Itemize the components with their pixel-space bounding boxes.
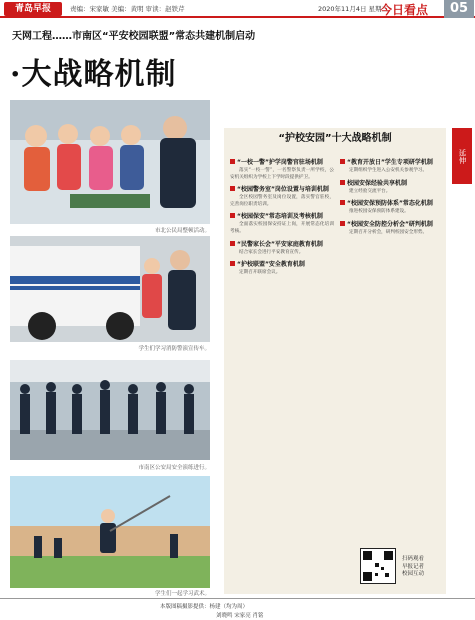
- subhead: “护校联盟”安全教育机制: [230, 259, 334, 268]
- bullet-square-icon: [230, 213, 235, 218]
- paragraph: 定期召开分析会，研判校园安全形势。: [349, 229, 428, 235]
- extension-tag: 延伸: [452, 128, 472, 184]
- text-column-right: [340, 154, 444, 236]
- subhead: “民警家长会”平安家庭教育机制: [230, 239, 334, 248]
- bullet-square-icon: [230, 241, 235, 246]
- subhead: “校园保安”常态培训及考核机制: [230, 211, 334, 220]
- qr-caption: 扫码观看 早报记者 校园互动: [402, 556, 425, 577]
- masthead-strip: [0, 0, 475, 18]
- textbox-title: “护校安园”十大战略机制: [278, 133, 392, 144]
- bullet-square-icon: [340, 180, 345, 185]
- caption-4: 学生们一起学习武术。: [154, 591, 210, 597]
- bullet-square-icon: [230, 159, 235, 164]
- bullet-square-icon: [230, 261, 235, 266]
- photo-drill: [10, 360, 210, 460]
- photo-police-car: [10, 236, 210, 342]
- editors-credit: 责编：宋家敏 美编：黄明 审读：赵铁芹: [70, 5, 185, 13]
- feature-textbox: [224, 128, 446, 594]
- bullet-square-icon: [340, 159, 345, 164]
- footer-line-2: 刘晓鸣 宋家亮 肖铭: [216, 613, 264, 619]
- paragraph: 定期组织学生进入公安机关参观学习。: [349, 168, 428, 173]
- page-headline: ·大战略机制: [10, 57, 177, 92]
- issue-date: 2020年11月4日 星期三: [318, 5, 389, 13]
- paper-logo: 青岛早报: [4, 2, 62, 16]
- paragraph: 落实“一校一警”，一名警察负责一所学校，公安机关组织为学校上下学时段提供护卫。: [230, 168, 334, 180]
- bullet-square-icon: [340, 200, 345, 205]
- bullet-square-icon: [340, 221, 345, 226]
- paragraph: 定期召开联席会议。: [239, 270, 281, 276]
- photo-martial-arts: [10, 476, 210, 588]
- subhead: “校园安保预防体系”常态化机制: [340, 198, 444, 207]
- qr-code-icon[interactable]: [360, 548, 396, 584]
- paragraph: 全面落实校园保安持证上岗，开展常态化培训考核。: [230, 222, 334, 234]
- text-column-left: [230, 154, 334, 277]
- paragraph: 结合家长会进行平安教育宣传。: [239, 249, 304, 255]
- paragraph: 建立经验交流平台。: [349, 188, 391, 194]
- bullet-square-icon: [230, 186, 235, 191]
- caption-2: 学生们学习消防警演宣传车。: [138, 346, 210, 352]
- section-title: 今日看点: [380, 3, 429, 17]
- subhead: “教育开放日”学生专项研学机制: [340, 157, 444, 166]
- footer-credits: [0, 598, 475, 620]
- subhead: “一校一警”护学岗警官驻场机制: [230, 157, 334, 166]
- subhead: 校园安保经验共享机制: [340, 178, 444, 187]
- paragraph: 推进校园安保预防体系建设。: [349, 209, 409, 215]
- subhead: “校园安全防控分析会”研判机制: [340, 219, 444, 228]
- footer-line-1: 本版图稿摄影提供：杨建（均为周）: [160, 604, 249, 610]
- page-number: 05: [444, 0, 474, 18]
- paragraph: 全区校园警务室及岗位设置，落实警官驻校，完善岗位职责培训。: [230, 195, 334, 207]
- headline-kicker: 天网工程……市南区“平安校园联盟”常态共建机制启动: [12, 31, 256, 42]
- caption-1: 市北公民局整顿活动。: [154, 228, 210, 234]
- subhead: “校园警务室”岗位设置与培训机制: [230, 184, 334, 193]
- photo-kids-officer: [10, 100, 210, 224]
- caption-3: 市南区公安局安全演练进行。: [138, 465, 210, 471]
